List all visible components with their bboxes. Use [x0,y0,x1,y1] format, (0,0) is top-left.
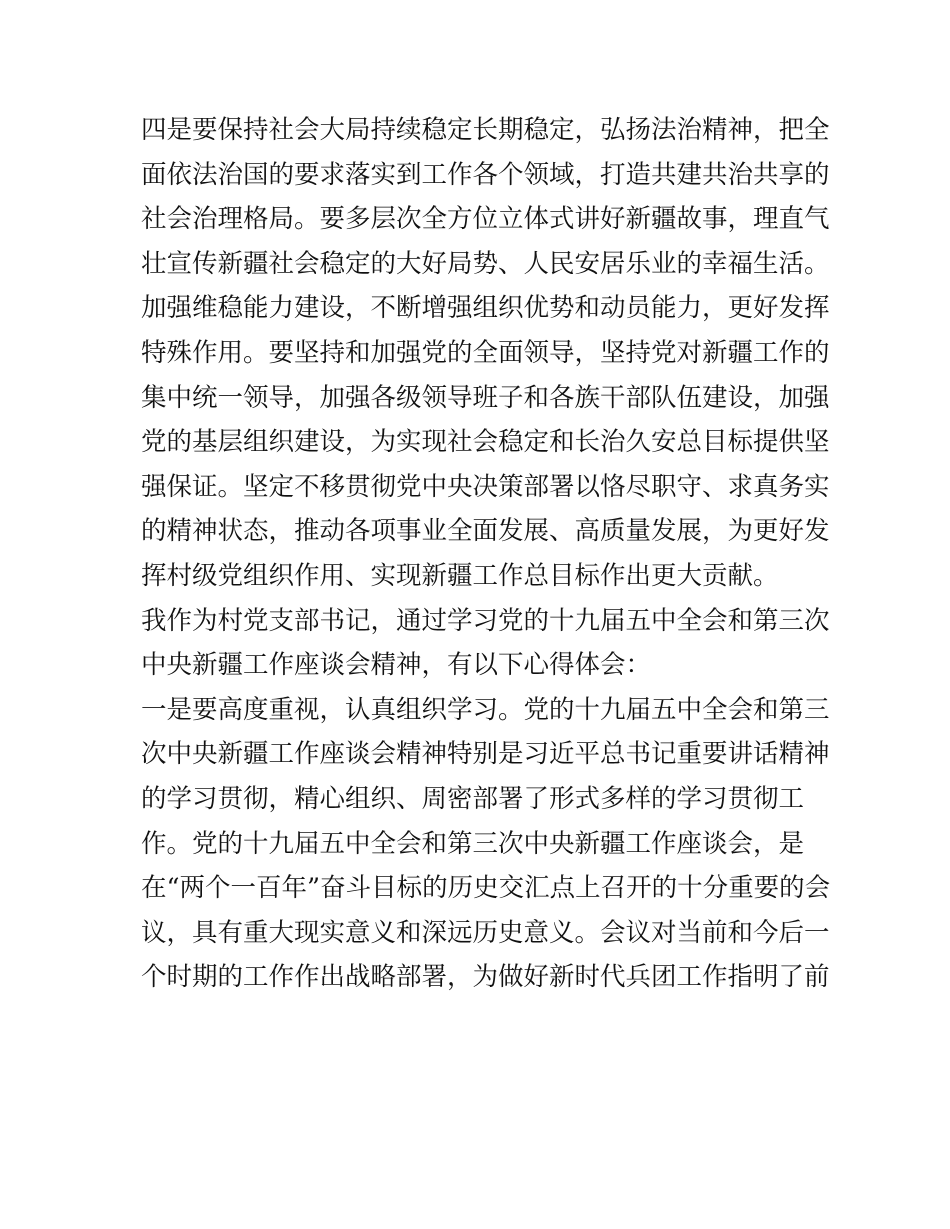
text-line: 议，具有重大现实意义和深远历史意义。会议对当前和今后一 [141,917,830,948]
text-line: 集中统一领导，加强各级领导班子和各族干部队伍建设，加强 [141,382,830,413]
text-line: 在“两个一百年”奋斗目标的历史交汇点上召开的十分重要的会 [141,873,831,904]
text-line: 的学习贯彻，精心组织、周密部署了形式多样的学习贯彻工 [141,783,805,814]
text-line: 作。党的十九届五中全会和第三次中央新疆工作座谈会，是 [141,828,805,859]
text-line: 我作为村党支部书记，通过学习党的十九届五中全会和第三次 [141,605,830,636]
text-line: 一是要高度重视，认真组织学习。党的十九届五中全会和第三 [141,694,830,725]
text-line: 个时期的工作作出战略部署，为做好新时代兵团工作指明了前 [141,962,830,993]
text-line: 壮宣传新疆社会稳定的大好局势、人民安居乐业的幸福生活。 [141,248,830,279]
text-line: 面依法治国的要求落实到工作各个领域，打造共建共治共享的 [141,159,830,190]
text-line: 次中央新疆工作座谈会精神特别是习近平总书记重要讲话精神 [141,739,830,770]
body-text [141,108,831,1000]
text-line: 强保证。坚定不移贯彻党中央决策部署以恪尽职守、求真务实 [141,471,830,502]
text-line: 的精神状态，推动各项事业全面发展、高质量发展，为更好发 [141,516,830,547]
text-line: 社会治理格局。要多层次全方位立体式讲好新疆故事，理直气 [141,204,830,235]
text-line: 加强维稳能力建设，不断增强组织优势和动员能力，更好发挥 [141,293,830,324]
text-line: 四是要保持社会大局持续稳定长期稳定，弘扬法治精神，把全 [141,115,830,145]
text-line: 中央新疆工作座谈会精神，有以下心得体会： [141,650,652,681]
text-line: 挥村级党组织作用、实现新疆工作总目标作出更大贡献。 [141,560,779,591]
text-line: 特殊作用。要坚持和加强党的全面领导，坚持党对新疆工作的 [141,337,830,368]
text-line: 党的基层组织建设，为实现社会稳定和长治久安总目标提供坚 [141,427,830,458]
